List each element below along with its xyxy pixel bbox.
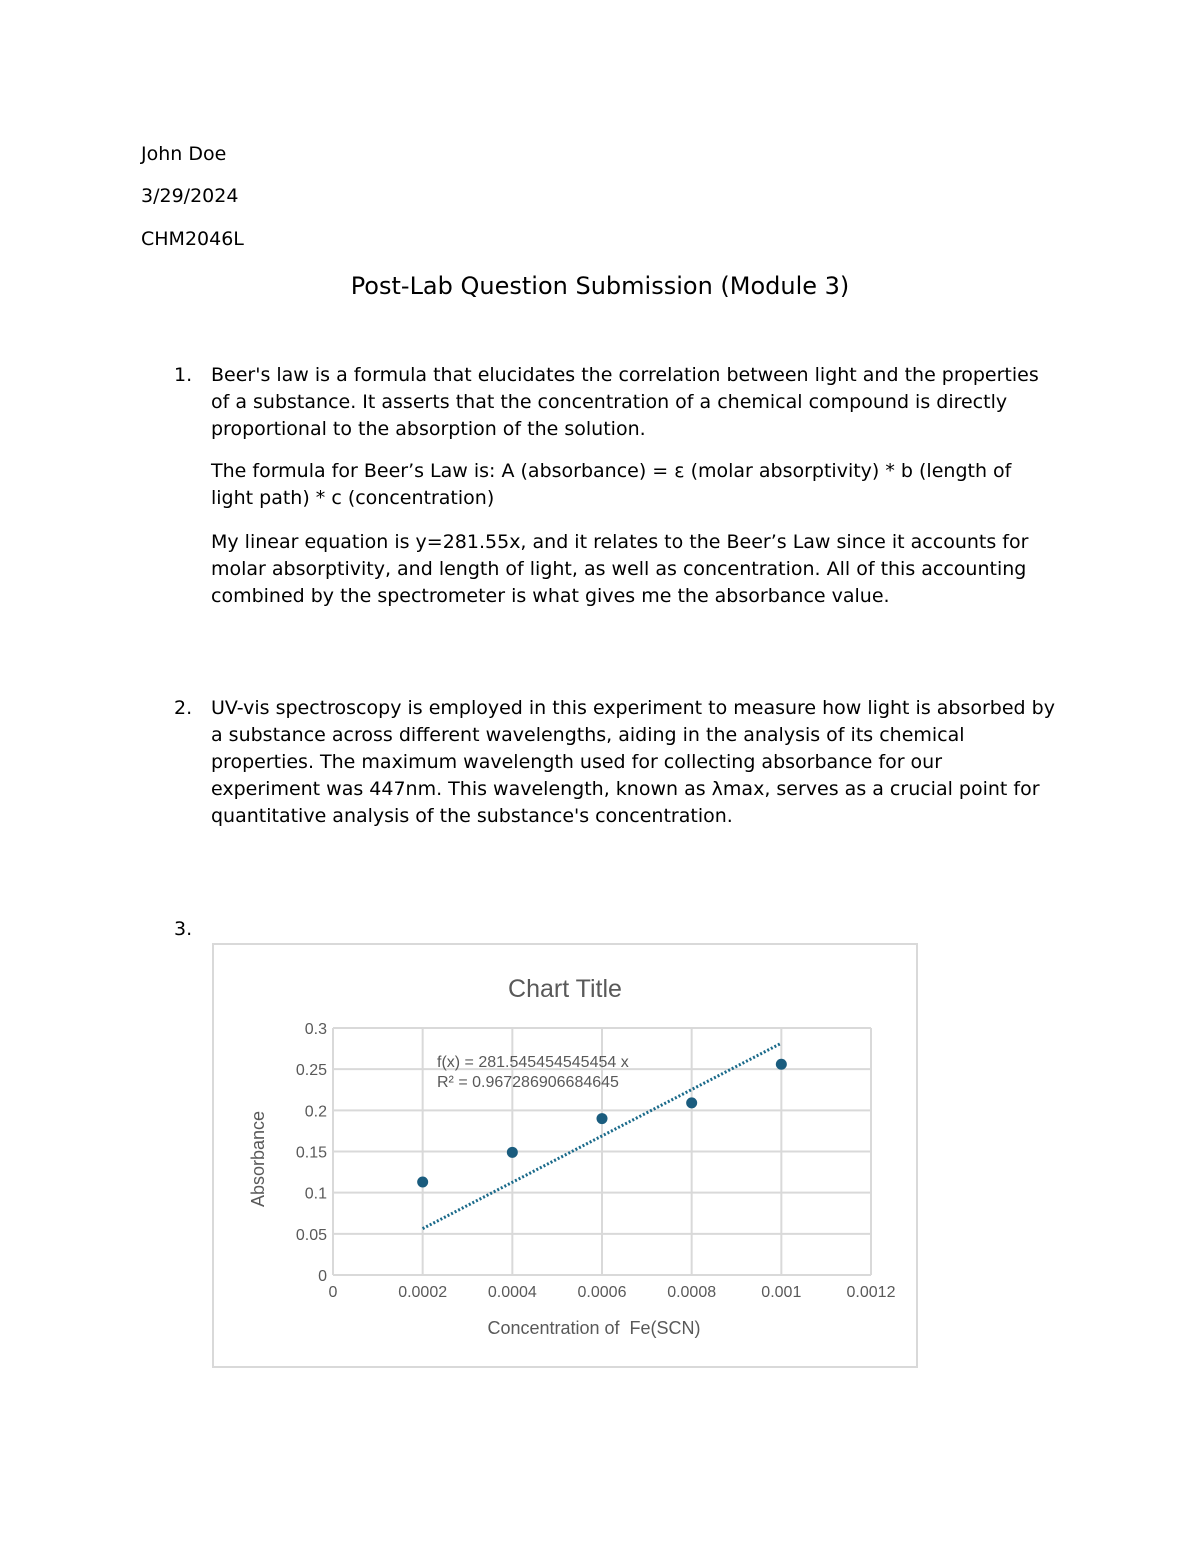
y-tick-label: 0.25	[295, 1062, 327, 1080]
x-tick-label: 0.001	[761, 1284, 802, 1301]
question-1-paragraph-1: Beer's law is a formula that elucidates the correlation between light and the properties of a substance. It asserts that the concentration of a chemical compound is directly proportional to the absorption of the solution.	[211, 364, 1039, 441]
question-1-paragraph-3: My linear equation is y=281.55x, and it relates to the Beer’s Law since it accounts for molar absorptivity, and length of light, as well as concentration. All of this accounting combined by the spectrometer is what gives me the absorbance value.	[211, 531, 1029, 608]
question-1-number: 1.	[174, 364, 193, 386]
y-tick-label: 0.15	[295, 1144, 327, 1162]
chart-frame	[212, 943, 918, 1368]
data-point	[507, 1147, 518, 1158]
y-tick-label: 0.3	[304, 1021, 327, 1038]
x-tick-label: 0.0008	[667, 1284, 717, 1301]
y-tick-label: 0.05	[295, 1226, 327, 1244]
question-3-number: 3.	[174, 918, 193, 940]
x-tick-label: 0.0004	[487, 1284, 537, 1301]
trendline-r-squared: R² = 0.967286906684645	[437, 1074, 619, 1091]
x-tick-label: 0.0012	[846, 1284, 896, 1301]
trendline-equation: f(x) = 281.545454545454 x	[437, 1054, 629, 1071]
y-axis-label: Absorbance	[248, 1110, 268, 1208]
data-point	[597, 1113, 608, 1124]
chart-title: Chart Title	[508, 975, 622, 1003]
y-tick-label: 0	[318, 1268, 327, 1285]
y-tick-label: 0.1	[304, 1185, 327, 1203]
question-1-paragraph-2: The formula for Beer’s Law is: A (absorbance) = ε (molar absorptivity) * b (length of light path) * c (concentration)	[211, 460, 1012, 510]
x-tick-label: 0.0006	[577, 1284, 627, 1301]
x-tick-label: 0.0002	[398, 1284, 448, 1301]
author-name: John Doe	[141, 143, 227, 165]
x-tick-label: 0	[328, 1284, 338, 1301]
data-point	[686, 1097, 697, 1108]
data-point	[776, 1059, 787, 1070]
document-title: Post-Lab Question Submission (Module 3)	[350, 272, 850, 300]
course-code: CHM2046L	[141, 228, 244, 250]
x-axis-label: Concentration of Fe(SCN)	[487, 1318, 701, 1338]
question-2-paragraph-1: UV-vis spectroscopy is employed in this experiment to measure how light is absorbed by a substance across different wavelengths, aiding in the analysis of its chemical properties. The maximum wavelength used for collecting absorbance for our experiment was 447nm. This wavelength, known as λmax, serves as a crucial point for quantitative analysis of the substance's concentration.	[211, 697, 1055, 828]
y-tick-label: 0.2	[304, 1103, 327, 1121]
submission-date: 3/29/2024	[141, 185, 239, 207]
data-point	[417, 1176, 428, 1187]
chart-svg	[214, 945, 916, 1366]
question-2-number: 2.	[174, 697, 193, 719]
